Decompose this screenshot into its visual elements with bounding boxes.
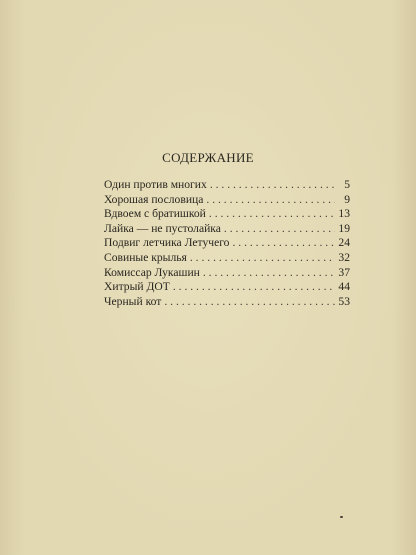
dot-leader: [190, 251, 335, 266]
contents-heading: СОДЕРЖАНИЕ: [162, 150, 254, 165]
toc-entry-page: 19: [338, 221, 350, 235]
toc-entry-page: 37: [338, 265, 350, 279]
toc-entry: [104, 178, 350, 193]
toc-entry: [104, 236, 350, 251]
toc-entry-title: Черный кот: [104, 294, 162, 308]
dot-leader: [224, 222, 335, 237]
dot-leader: [173, 280, 335, 295]
toc-entry-page: 44: [338, 280, 350, 294]
dot-leader: [209, 207, 335, 222]
dot-leader: [210, 178, 335, 193]
toc-entry: [104, 222, 350, 237]
toc-entry-page: 24: [338, 236, 350, 250]
toc-entry-page: 9: [344, 192, 350, 206]
dot-leader: [203, 266, 335, 281]
toc-entry-title: Вдвоем с братишкой: [104, 207, 206, 221]
toc-entry-title: Хорошая пословица: [104, 192, 204, 206]
toc-entry-page: 32: [338, 250, 350, 264]
dot-leader: [206, 193, 335, 208]
toc-entry: [104, 266, 350, 281]
toc-entry-title: Подвиг летчика Летучего: [104, 236, 230, 250]
toc-entry-page: 53: [338, 294, 350, 308]
toc-entry: [104, 251, 350, 266]
toc-entry-title: Один против многих: [104, 178, 207, 191]
ink-speck: [340, 516, 343, 518]
dot-leader: [164, 295, 335, 310]
toc-entry-title: Совиные крылья: [104, 250, 187, 264]
dot-leader: [232, 236, 335, 251]
toc-entry: [104, 207, 350, 222]
toc-entry: [104, 280, 350, 295]
toc-entry: [104, 295, 350, 310]
toc-entry-title: Хитрый ДОТ: [104, 280, 170, 294]
toc-entry-title: Лайка — не пустолайка: [104, 221, 221, 235]
toc-entry-page: 13: [338, 207, 350, 221]
table-of-contents: [104, 178, 350, 309]
toc-entry: [104, 193, 350, 208]
toc-entry-title: Комиссар Лукашин: [104, 265, 200, 279]
toc-entry-page: 5: [344, 178, 350, 191]
